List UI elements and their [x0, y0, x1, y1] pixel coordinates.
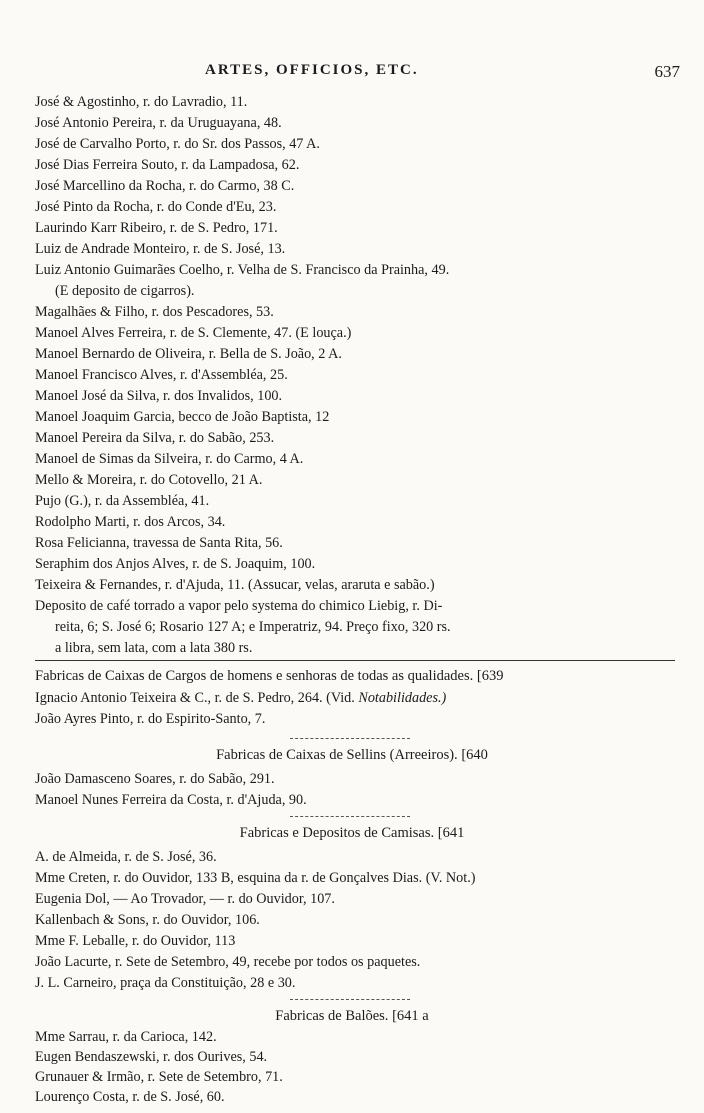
section-heading: [35, 666, 675, 686]
list-item: Kallenbach & Sons, r. do Ouvidor, 106.: [35, 912, 260, 928]
list-item: Eugen Bendaszewski, r. dos Ourives, 54.: [35, 1049, 268, 1065]
list-item: Pujo (G.), r. da Assembléa, 41.: [35, 493, 210, 509]
list-item: Luiz Antonio Guimarães Coelho, r. Velha de S. Francisco da Prainha, 49.: [35, 262, 450, 278]
section-ref: [641 a: [392, 1008, 429, 1024]
section-ref: [640: [461, 747, 488, 763]
section-divider: [290, 999, 410, 1000]
list-item: José Dias Ferreira Souto, r. da Lampadosa, 62.: [35, 157, 300, 173]
page-number: 637: [654, 62, 680, 81]
list-item: Eugenia Dol, — Ao Trovador, — r. do Ouvidor, 107.: [35, 891, 335, 907]
list-item: Lourenço Costa, r. de S. José, 60.: [35, 1089, 225, 1105]
section-divider: [290, 816, 410, 817]
list-item: Manoel Alves Ferreira, r. de S. Clemente, 47. (E louça.): [35, 325, 352, 341]
list-item: [35, 688, 675, 708]
list-item-text: Ignacio Antonio Teixeira & C., r. de S. Pedro, 264. (Vid.: [35, 690, 355, 706]
list-item-continuation: (E deposito de cigarros).: [55, 283, 195, 299]
section-title: Fabricas e Depositos de Camisas.: [239, 825, 435, 841]
list-item: J. L. Carneiro, praça da Constituição, 28 e 30.: [35, 975, 296, 991]
list-item: Manoel José da Silva, r. dos Invalidos, 100.: [35, 388, 283, 404]
section-divider: [290, 738, 410, 739]
list-item-continuation: reita, 6; S. José 6; Rosario 127 A; e Imperatriz, 94. Preço fixo, 320 rs.: [55, 619, 451, 635]
section-title: Fabricas de Caixas de Cargos de homens e senhoras de todas as qualidades.: [35, 668, 474, 684]
section-heading: [0, 823, 704, 843]
list-item: Luiz de Andrade Monteiro, r. de S. José, 13.: [35, 241, 286, 257]
list-item: João Lacurte, r. Sete de Setembro, 49, recebe por todos os paquetes.: [35, 954, 421, 970]
list-item: Seraphim dos Anjos Alves, r. de S. Joaquim, 100.: [35, 556, 316, 572]
section-ref: [639: [476, 668, 504, 684]
list-item: José de Carvalho Porto, r. do Sr. dos Passos, 47 A.: [35, 136, 320, 152]
page-header: [0, 62, 704, 86]
list-item: Mme F. Leballe, r. do Ouvidor, 113: [35, 933, 236, 949]
list-item: Manoel Nunes Ferreira da Costa, r. d'Ajuda, 90.: [35, 792, 307, 808]
list-item: Laurindo Karr Ribeiro, r. de S. Pedro, 171.: [35, 220, 278, 236]
list-item: Grunauer & Irmão, r. Sete de Setembro, 71.: [35, 1069, 283, 1085]
list-item: Manoel de Simas da Silveira, r. do Carmo, 4 A.: [35, 451, 304, 467]
section-divider: [35, 660, 675, 661]
list-item: José Marcellino da Rocha, r. do Carmo, 38 C.: [35, 178, 295, 194]
list-item: Mme Creten, r. do Ouvidor, 133 B, esquina da r. de Gonçalves Dias. (V. Not.): [35, 870, 476, 886]
list-item: Mme Sarrau, r. da Carioca, 142.: [35, 1029, 217, 1045]
list-item: José Antonio Pereira, r. da Uruguayana, 48.: [35, 115, 282, 131]
section-heading: [0, 1006, 704, 1026]
list-item-continuation: a libra, sem lata, com a lata 380 rs.: [55, 640, 253, 656]
list-item: Manoel Pereira da Silva, r. do Sabão, 253.: [35, 430, 275, 446]
list-item: Deposito de café torrado a vapor pelo systema do chimico Liebig, r. Di-: [35, 598, 443, 614]
list-item: Rosa Felicianna, travessa de Santa Rita, 56.: [35, 535, 283, 551]
section-ref: [641: [437, 825, 465, 841]
section-title: Fabricas de Caixas de Sellins (Arreeiros).: [216, 747, 458, 763]
section-title: Fabricas de Balões.: [275, 1008, 389, 1024]
list-item: A. de Almeida, r. de S. José, 36.: [35, 849, 217, 865]
list-item: Mello & Moreira, r. do Cotovello, 21 A.: [35, 472, 263, 488]
list-item: Teixeira & Fernandes, r. d'Ajuda, 11. (Assucar, velas, araruta e sabão.): [35, 577, 435, 593]
list-item: José & Agostinho, r. do Lavradio, 11.: [35, 94, 248, 110]
list-item-reference: Notabilidades.): [358, 690, 447, 706]
list-item: Manoel Bernardo de Oliveira, r. Bella de S. João, 2 A.: [35, 346, 342, 362]
list-item: João Damasceno Soares, r. do Sabão, 291.: [35, 771, 275, 787]
section-heading: [0, 745, 704, 765]
running-title: ARTES, OFFICIOS, ETC.: [205, 62, 419, 78]
list-item: Rodolpho Marti, r. dos Arcos, 34.: [35, 514, 226, 530]
list-item: José Pinto da Rocha, r. do Conde d'Eu, 23.: [35, 199, 277, 215]
list-item: Manoel Francisco Alves, r. d'Assembléa, 25.: [35, 367, 288, 383]
list-item: João Ayres Pinto, r. do Espirito-Santo, 7.: [35, 711, 266, 727]
list-item: Manoel Joaquim Garcia, becco de João Baptista, 12: [35, 409, 330, 425]
list-item: Magalhães & Filho, r. dos Pescadores, 53.: [35, 304, 274, 320]
